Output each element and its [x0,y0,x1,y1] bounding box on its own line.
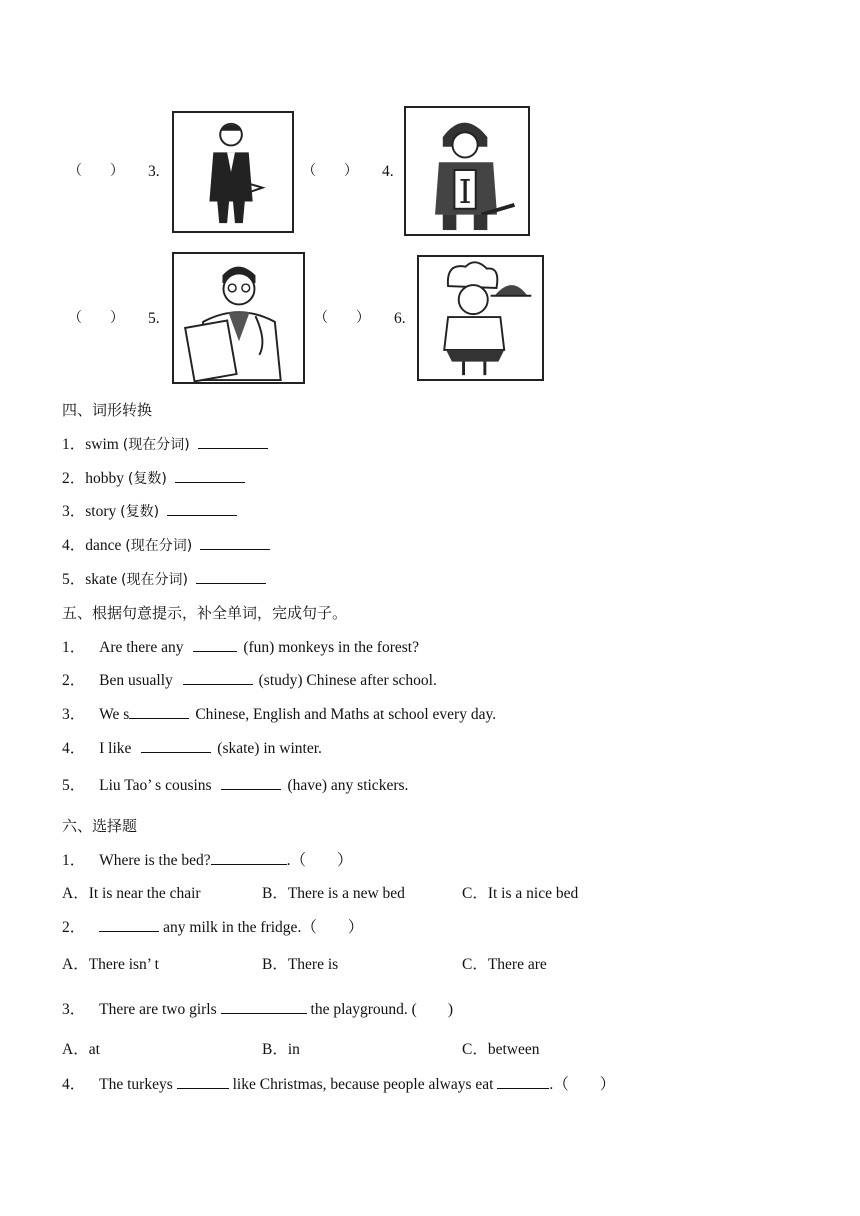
item-hint: (复数) [127,471,167,487]
picture-doctor [172,252,305,384]
answer-blank[interactable] [99,917,159,932]
businessman-illustration [174,113,292,231]
item-hint: (现在分词) [125,538,193,554]
picture-student-with-umbrella [404,106,530,236]
sentence-start: We s [99,706,130,723]
item-word: dance [85,537,122,554]
section-4-title: 四、词形转换 [62,401,153,419]
word-form-item-4 [62,535,270,556]
item-hint: (现在分词) [121,572,188,588]
sentence-end: (study) Chinese after school. [258,672,437,689]
answer-blank[interactable] [221,775,281,790]
sentence-start: Are there any [99,639,184,656]
picture-businessman [172,111,294,233]
answer-blank[interactable] [200,535,270,550]
item-number: 4． [62,740,86,757]
answer-blank[interactable] [129,704,189,719]
sentence-item-2 [62,670,437,691]
item-number: 1． [62,639,86,656]
word-form-item-2 [62,468,245,489]
question-1-option-c[interactable]: C．It is a nice bed [462,885,579,902]
item-number: 3． [62,706,86,723]
question-3-option-a[interactable]: A．at [62,1041,100,1058]
answer-parentheses-4[interactable]: （ ） [302,163,358,179]
item-number-6: 6. [394,310,406,327]
section-5-title: 五、根据句意提示，补全单词，完成句子。 [62,604,348,622]
answer-blank[interactable] [167,501,237,516]
question-4-stem [62,1074,615,1095]
item-number-4: 4. [382,163,394,180]
sentence-item-1 [62,637,419,658]
item-word: story [85,503,117,520]
answer-blank[interactable] [193,637,237,652]
sentence-start: Liu Tao’ s cousins [99,777,212,794]
sentence-start: I like [99,740,132,757]
item-number-3: 3. [148,163,160,180]
stem-end: .（ ） [286,852,353,869]
item-number-5: 5. [148,310,160,327]
stem-middle: like Christmas, because people always eat [232,1076,494,1093]
svg-text:I: I [458,171,472,211]
section-6-title: 六、选择题 [62,817,138,835]
item-word: hobby [85,470,125,487]
sentence-end: Chinese, English and Maths at school every day. [195,706,497,723]
answer-blank[interactable] [198,434,268,449]
stem-start: There are two girls [99,1001,217,1018]
item-number: 4． [62,537,86,554]
answer-parentheses-5[interactable]: （ ） [68,310,124,326]
item-number: 2． [62,470,86,487]
stem-end: .（ ） [549,1076,616,1093]
question-3-stem [62,999,453,1020]
question-1-option-a[interactable]: A．It is near the chair [62,885,201,902]
item-number: 1． [62,436,86,453]
sentence-item-5 [62,775,408,796]
answer-blank-1[interactable] [177,1074,229,1089]
word-form-item-5 [62,569,266,590]
sentence-end: (fun) monkeys in the forest? [243,639,419,656]
stem-start: The turkeys [99,1076,173,1093]
item-number: 5． [62,571,86,588]
item-word: swim [85,436,119,453]
answer-blank[interactable] [183,670,253,685]
question-2-option-c[interactable]: C．There are [462,956,547,973]
item-number: 2． [62,919,86,936]
item-number: 4． [62,1076,86,1093]
question-2-stem [62,917,363,938]
answer-blank[interactable] [196,569,266,584]
question-1-option-b[interactable]: B．There is a new bed [262,885,405,902]
answer-parentheses-3[interactable]: （ ） [68,163,124,179]
student-illustration [406,108,528,234]
picture-chef [417,255,544,381]
sentence-end: (have) any stickers. [287,777,409,794]
item-word: skate [85,571,118,588]
stem-end: the playground. ( ) [310,1001,453,1018]
doctor-illustration [174,254,303,382]
item-number: 1． [62,852,86,869]
stem-end: any milk in the fridge.（ ） [163,919,364,936]
sentence-item-4 [62,738,322,759]
answer-blank[interactable] [221,999,307,1014]
answer-parentheses-6[interactable]: （ ） [314,310,370,326]
word-form-item-1 [62,434,268,455]
chef-illustration [419,257,542,379]
question-3-option-b[interactable]: B．in [262,1041,300,1058]
sentence-end: (skate) in winter. [217,740,322,757]
item-number: 5． [62,777,86,794]
item-number: 2． [62,672,86,689]
item-hint: (复数) [120,504,160,520]
sentence-item-3 [62,704,496,725]
word-form-item-3 [62,501,237,522]
question-2-option-b[interactable]: B．There is [262,956,339,973]
item-hint: (现在分词) [122,437,190,453]
question-2-option-a[interactable]: A．There isn’ t [62,956,159,973]
question-1-stem [62,850,353,871]
answer-blank[interactable] [175,468,245,483]
stem-start: Where is the bed? [99,852,211,869]
item-number: 3． [62,503,86,520]
question-3-option-c[interactable]: C．between [462,1041,540,1058]
item-number: 3． [62,1001,86,1018]
sentence-start: Ben usually [99,672,173,689]
answer-blank[interactable] [211,850,287,865]
answer-blank[interactable] [141,738,211,753]
answer-blank-2[interactable] [497,1074,549,1089]
